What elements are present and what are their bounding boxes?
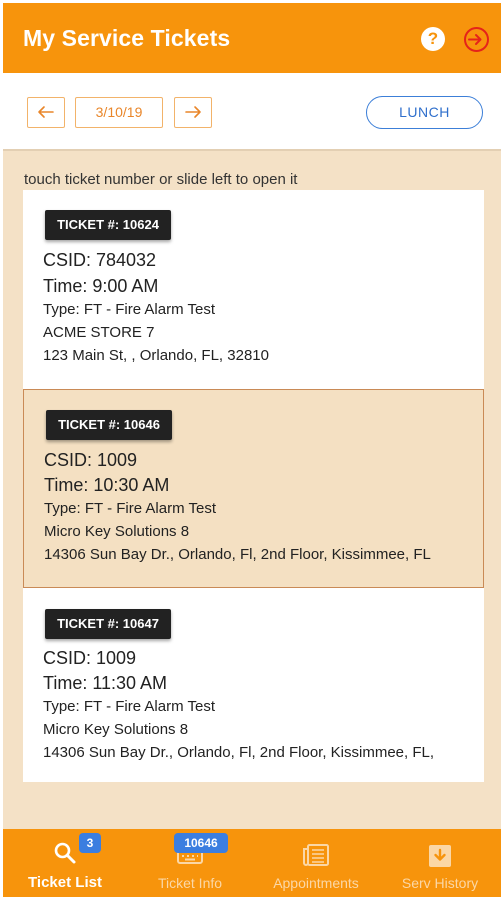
tab-serv-history[interactable] xyxy=(379,829,501,897)
ticket-number-badge[interactable]: TICKET #: 10646 xyxy=(46,410,172,440)
download-box-icon xyxy=(427,843,453,869)
tab-label: Ticket Info xyxy=(157,875,223,891)
ticket-customer: Micro Key Solutions 8 xyxy=(43,721,189,738)
ticket-address: 14306 Sun Bay Dr., Orlando, Fl, 2nd Floor, Kissimmee, FL, xyxy=(43,744,435,761)
ticket-card[interactable] xyxy=(23,589,484,782)
ticket-time: Time: 9:00 AM xyxy=(43,276,159,296)
tab-label: Serv History xyxy=(401,875,479,891)
ticket-list xyxy=(23,190,484,782)
date-toolbar xyxy=(3,73,501,151)
ticket-type: Type: FT - Fire Alarm Test xyxy=(44,500,216,517)
ticket-card-selected[interactable] xyxy=(23,389,484,588)
next-day-button[interactable] xyxy=(174,97,212,128)
ticket-address: 14306 Sun Bay Dr., Orlando, Fl, 2nd Floor, Kissimmee, FL xyxy=(44,546,431,563)
ticket-customer: ACME STORE 7 xyxy=(43,324,155,341)
search-icon xyxy=(53,841,77,865)
tab-label: Ticket List xyxy=(28,874,102,891)
ticket-type: Type: FT - Fire Alarm Test xyxy=(43,301,215,318)
ticket-csid: CSID: 784032 xyxy=(43,250,157,270)
tab-ticket-info[interactable] xyxy=(127,829,253,897)
app-screen xyxy=(3,3,501,897)
ticket-number-badge[interactable]: TICKET #: 10624 xyxy=(45,210,171,240)
ticket-number-badge[interactable]: TICKET #: 10647 xyxy=(45,609,171,639)
newspaper-icon xyxy=(302,843,330,867)
help-icon[interactable]: ? xyxy=(421,27,445,51)
lunch-button[interactable]: LUNCH xyxy=(366,96,483,129)
arrow-right-icon xyxy=(184,105,202,119)
bottom-tab-bar xyxy=(3,829,501,897)
current-ticket-badge: 10646 xyxy=(174,833,228,853)
ticket-csid: CSID: 1009 xyxy=(44,450,138,470)
logout-icon[interactable] xyxy=(463,26,490,53)
date-field[interactable]: 3/10/19 xyxy=(75,97,163,128)
instruction-text: touch ticket number or slide left to open it xyxy=(24,171,298,188)
tab-appointments[interactable] xyxy=(253,829,379,897)
page-title: My Service Tickets xyxy=(23,25,231,51)
ticket-card[interactable] xyxy=(23,190,484,388)
ticket-time: Time: 10:30 AM xyxy=(44,475,170,495)
previous-day-button[interactable] xyxy=(27,97,65,128)
ticket-count-badge: 3 xyxy=(79,833,101,853)
ticket-address: 123 Main St, , Orlando, FL, 32810 xyxy=(43,347,269,364)
tab-label: Appointments xyxy=(273,875,359,891)
app-header xyxy=(3,3,501,73)
ticket-customer: Micro Key Solutions 8 xyxy=(44,523,190,540)
ticket-csid: CSID: 1009 xyxy=(43,648,137,668)
arrow-left-icon xyxy=(37,105,55,119)
ticket-time: Time: 11:30 AM xyxy=(43,673,168,693)
ticket-type: Type: FT - Fire Alarm Test xyxy=(43,698,215,715)
tab-ticket-list[interactable] xyxy=(3,829,127,897)
